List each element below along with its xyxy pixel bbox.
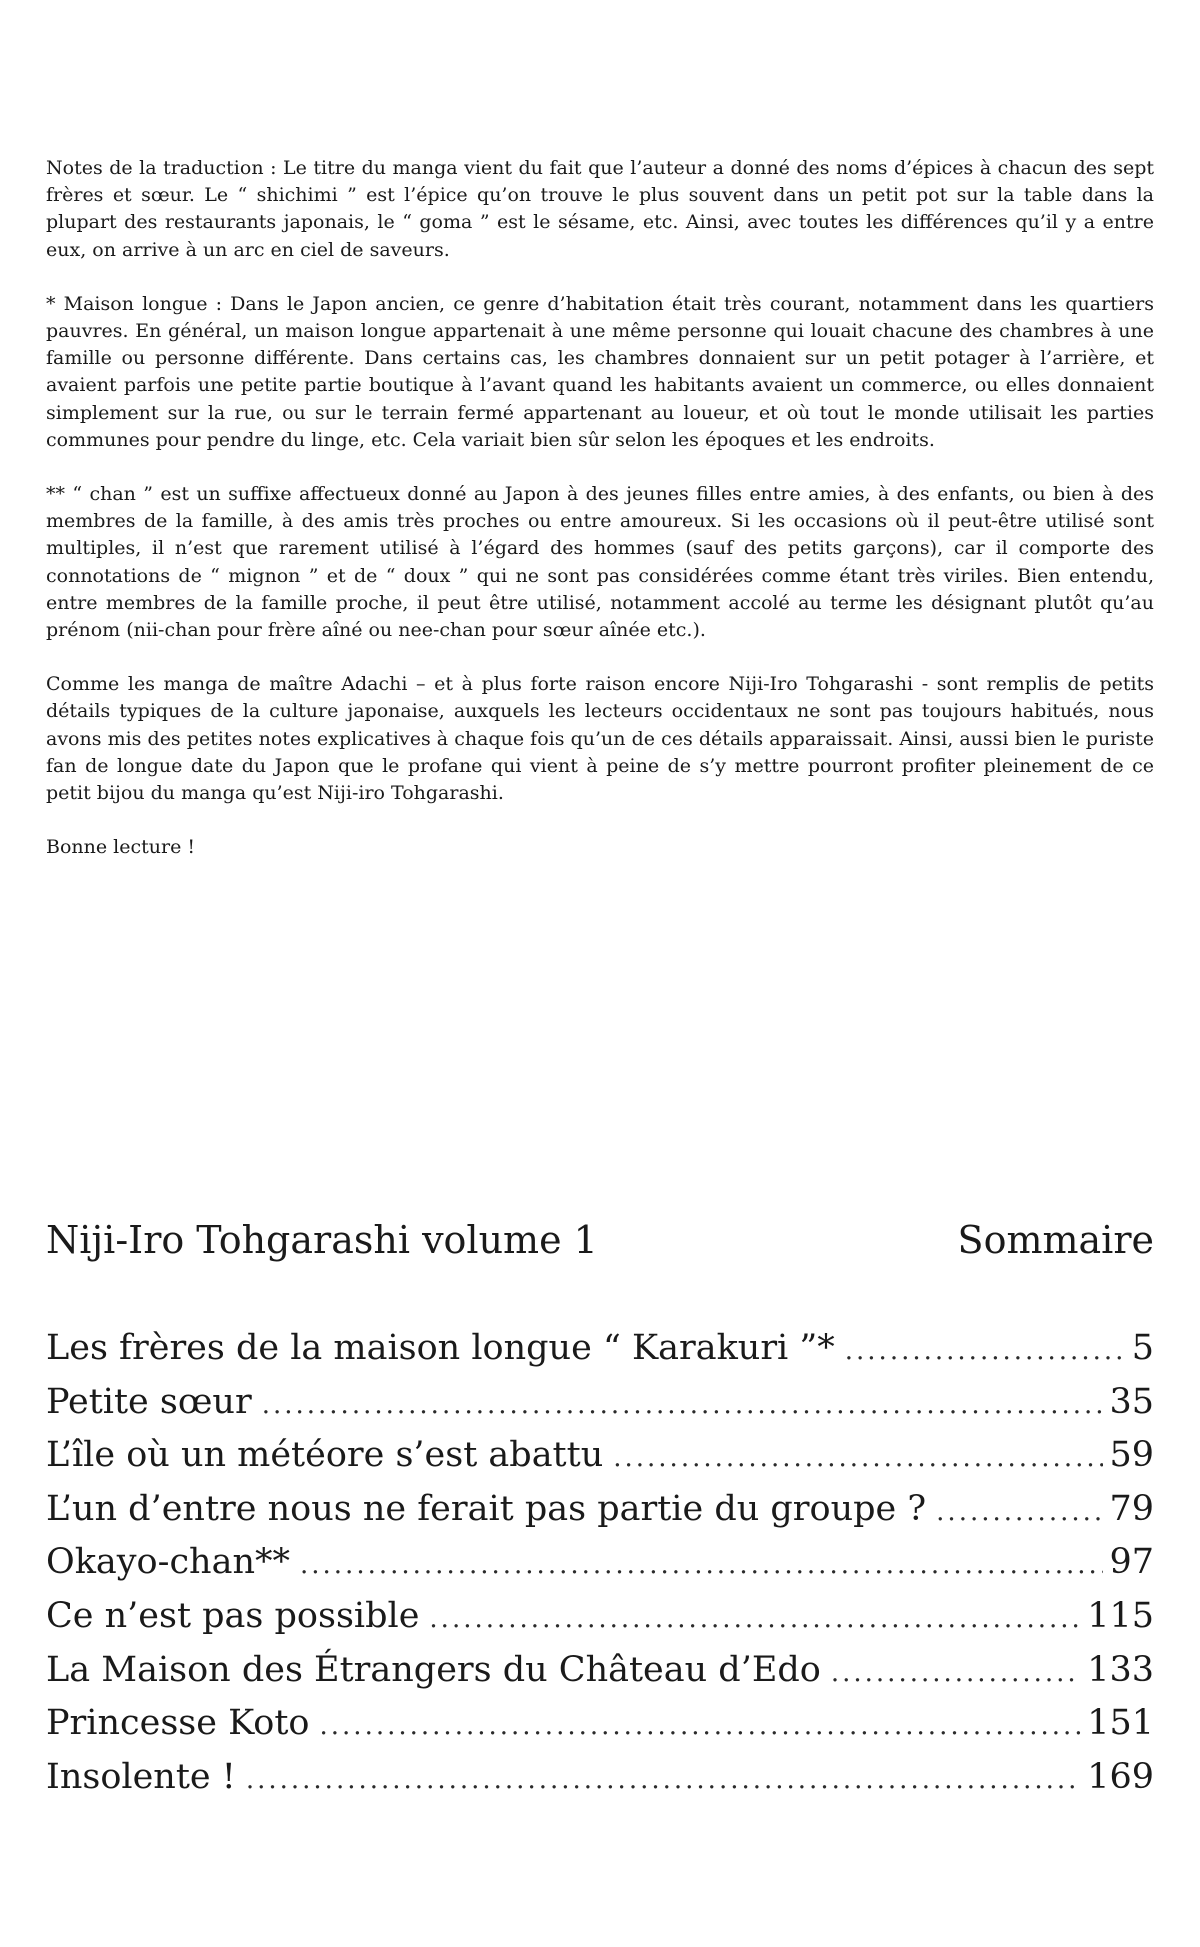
note-paragraph-chan: ** “ chan ” est un suffixe affectueux donné au Japon à des jeunes filles entre amies, à des enfants, ou bien à des membres de la famille, à des amis très proches ou entre amoureux. Si les occasions où il peut-être utilisé sont multiples, il n’est que rarement utilisé à l’égard des hommes (sauf des petits garçons), car il comporte des connotations de “ mignon ” et de “ doux ” qui ne sont pas considérées comme étant très viriles. Bien entendu, entre membres de la famille proche, il peut être utilisé, notamment accolé au terme les désignant plutôt qu’au prénom (nii-chan pour frère aîné ou nee-chan pour sœur aînée etc.). xyxy=(46,483,1154,642)
toc-entry[interactable] xyxy=(46,1590,1154,1644)
toc-entry[interactable] xyxy=(46,1483,1154,1537)
toc-leader-dots xyxy=(262,1379,1104,1433)
table-of-contents xyxy=(46,1322,1154,1804)
toc-entry[interactable] xyxy=(46,1429,1154,1483)
toc-leader-dots xyxy=(831,1647,1081,1701)
toc-entry[interactable] xyxy=(46,1751,1154,1805)
toc-entry-title: Insolente ! xyxy=(46,1756,236,1797)
toc-leader-dots xyxy=(936,1486,1103,1540)
toc-leader-dots xyxy=(845,1325,1126,1379)
toc-entry[interactable] xyxy=(46,1322,1154,1376)
toc-entry-page: 151 xyxy=(1087,1703,1154,1744)
toc-leader-dots xyxy=(613,1432,1103,1486)
note-paragraph-explanation: Comme les manga de maître Adachi – et à plus forte raison encore Niji-Iro Tohgarashi - sont remplis de petits détails typiques de la culture japonaise, auxquels les lecteurs occidentaux ne sont pas toujours habitués, nous avons mis des petites notes explicatives à chaque fois qu’un de ces détails apparaissait. Ainsi, aussi bien le puriste fan de longue date du Japon que le profane qui vient à peine de s’y mettre pourront profiter pleinement de ce petit bijou du manga qu’est Niji-iro Tohgarashi. xyxy=(46,673,1154,805)
toc-entry-title: La Maison des Étrangers du Château d’Edo xyxy=(46,1649,821,1690)
toc-entry-page: 133 xyxy=(1087,1649,1154,1690)
toc-entry-title: Les frères de la maison longue “ Karakuri ”* xyxy=(46,1328,835,1368)
toc-heading: Sommaire xyxy=(957,1218,1154,1262)
note-paragraph-maison-longue: * Maison longue : Dans le Japon ancien, ce genre d’habitation était très courant, notamment dans les quartiers pauvres. En général, un maison longue appartenait à une même personne qui louait chacune des chambres à une famille ou personne différente. Dans certains cas, les chambres donnaient sur un petit potager à l’arrière, et avaient parfois une petite partie boutique à l’avant quand les habitants avaient un commerce, ou elles donnaient simplement sur la rue, ou sur le terrain fermé appartenant au loueur, et où tout le monde utilisait les parties communes pour pendre du linge, etc. Cela variait bien sûr selon les époques et les endroits. xyxy=(46,292,1154,451)
note-signoff: Bonne lecture ! xyxy=(46,836,195,859)
toc-entry-page: 5 xyxy=(1131,1328,1154,1368)
toc-entry-title: Okayo-chan** xyxy=(46,1542,290,1583)
toc-leader-dots xyxy=(246,1754,1081,1808)
toc-entry-page: 115 xyxy=(1087,1595,1154,1636)
toc-entry-page: 35 xyxy=(1109,1381,1154,1422)
note-paragraph-intro: Notes de la traduction : Le titre du manga vient du fait que l’auteur a donné des noms d’épices à chacun des sept frères et sœur. Le “ shichimi ” est l’épice qu’on trouve le plus souvent dans un petit pot sur la table dans la plupart des restaurants japonais, le “ goma ” est le sésame, etc. Ainsi, avec toutes les différences qu’il y a entre eux, on arrive à un arc en ciel de saveurs. xyxy=(46,157,1154,261)
translation-notes xyxy=(46,155,1154,888)
toc-entry-title: Princesse Koto xyxy=(46,1703,310,1744)
toc-leader-dots xyxy=(300,1539,1103,1593)
toc-entry[interactable] xyxy=(46,1376,1154,1430)
toc-entry-page: 97 xyxy=(1109,1542,1154,1583)
series-title: Niji-Iro Tohgarashi volume 1 xyxy=(46,1218,598,1262)
toc-entry-page: 79 xyxy=(1109,1488,1154,1529)
toc-leader-dots xyxy=(429,1593,1081,1647)
toc-header xyxy=(46,1212,1154,1268)
toc-entry-title: L’île où un météore s’est abattu xyxy=(46,1435,604,1476)
toc-entry-page: 169 xyxy=(1087,1756,1154,1797)
toc-entry[interactable] xyxy=(46,1644,1154,1698)
toc-entry-page: 59 xyxy=(1109,1435,1154,1476)
toc-entry-title: Ce n’est pas possible xyxy=(46,1595,420,1636)
toc-entry-title: L’un d’entre nous ne ferait pas partie du groupe ? xyxy=(46,1488,927,1529)
toc-entry[interactable] xyxy=(46,1536,1154,1590)
toc-entry-title: Petite sœur xyxy=(46,1381,252,1422)
toc-entry[interactable] xyxy=(46,1697,1154,1751)
toc-leader-dots xyxy=(320,1700,1082,1754)
